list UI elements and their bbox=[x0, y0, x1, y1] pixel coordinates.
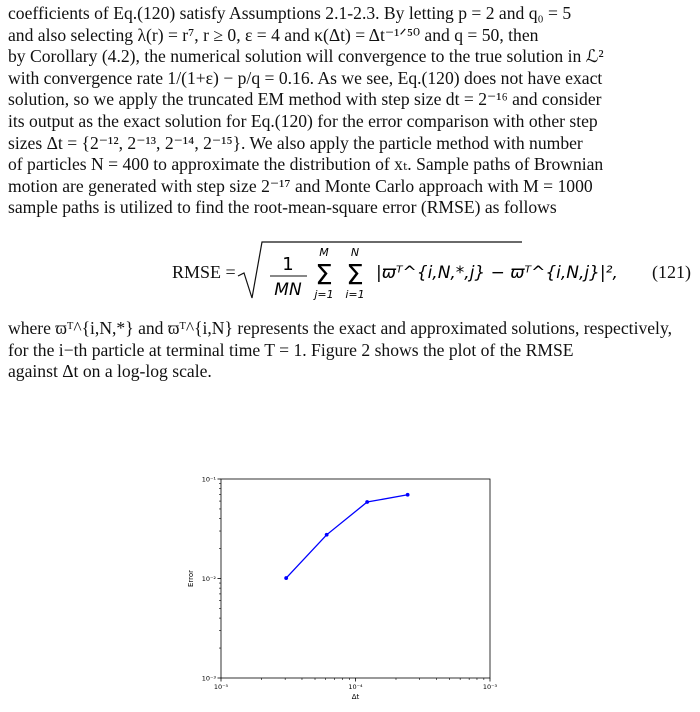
series-points bbox=[284, 493, 409, 580]
y-axis-label: Error bbox=[187, 569, 195, 588]
x-tick-label: 10⁻³ bbox=[482, 683, 498, 691]
equation-number: (121) bbox=[652, 262, 691, 282]
frac-denominator: MN bbox=[274, 280, 302, 300]
text-line: motion are generated with step size 2⁻¹⁷ and Monte Carlo approach with M = 1000 bbox=[8, 175, 593, 196]
plot-frame bbox=[221, 479, 490, 678]
equation-121 bbox=[0, 240, 700, 300]
x-tick-label: 10⁻⁴ bbox=[348, 683, 363, 691]
equation-term: |ϖᵀ^{i,N,*,j} − ϖᵀ^{i,N,j}|², bbox=[376, 263, 618, 283]
paragraph-1 bbox=[8, 3, 692, 219]
sum-inner-bottom: i=1 bbox=[345, 288, 365, 300]
text-line: for the i−th particle at terminal time T = 1. Figure 2 shows the plot of the RMSE bbox=[8, 339, 574, 360]
text-line: of particles N = 400 to approximate the distribution of xₜ. Sample paths of Brownian bbox=[8, 154, 604, 175]
text-line: its output as the exact solution for Eq.(120) for the error comparison with other step bbox=[8, 110, 598, 131]
sum-inner-symbol: Σ bbox=[346, 258, 364, 291]
text-line: solution, so we apply the truncated EM method with step size dt = 2⁻¹⁶ and consider bbox=[8, 89, 602, 110]
text-line: by Corollary (4.2), the numerical solution will convergence to the true solution in ℒ² bbox=[8, 46, 604, 67]
equation-lhs: RMSE = bbox=[172, 262, 236, 282]
data-point bbox=[284, 576, 288, 580]
chart-svg bbox=[170, 468, 510, 708]
sum-outer-top: M bbox=[319, 246, 329, 259]
y-tick-label: 10⁻¹ bbox=[201, 475, 216, 484]
equation-body bbox=[0, 240, 700, 300]
sum-outer-bottom: j=1 bbox=[314, 288, 334, 300]
text-line: where ϖᵀ^{i,N,*} and ϖᵀ^{i,N} represents the exact and approximated solutions, respectively, bbox=[8, 318, 673, 338]
data-point bbox=[325, 533, 329, 537]
text-line: against Δt on a log-log scale. bbox=[8, 361, 212, 382]
y-tick-label: 10⁻³ bbox=[201, 674, 216, 683]
error-chart bbox=[170, 468, 510, 708]
series-line bbox=[286, 495, 407, 578]
axis-ticks bbox=[202, 476, 498, 692]
text-line: with convergence rate 1/(1+ε) − p/q = 0.16. As we see, Eq.(120) does not have exact bbox=[8, 67, 603, 88]
text-line: coefficients of Eq.(120) satisfy Assumptions 2.1-2.3. By letting p = 2 and q₀ = 5 bbox=[8, 3, 572, 23]
paragraph-2 bbox=[8, 318, 692, 383]
y-tick-label: 10⁻² bbox=[201, 575, 216, 583]
x-axis-label: Δt bbox=[351, 693, 360, 701]
text-line: sample paths is utilized to find the root-mean-square error (RMSE) as follows bbox=[8, 197, 557, 218]
data-point bbox=[406, 493, 410, 497]
x-tick-label: 10⁻⁵ bbox=[213, 683, 229, 691]
sum-inner-top: N bbox=[350, 246, 360, 259]
sum-outer-symbol: Σ bbox=[315, 258, 333, 291]
frac-numerator: 1 bbox=[282, 254, 294, 275]
text-line: sizes Δt = {2⁻¹², 2⁻¹³, 2⁻¹⁴, 2⁻¹⁵}. We also apply the particle method with number bbox=[8, 132, 583, 153]
text-line: and also selecting λ(r) = r⁷, r ≥ 0, ε = 4 and κ(Δt) = Δt⁻¹ᐟ⁵⁰ and q = 50, then bbox=[8, 24, 539, 45]
data-point bbox=[365, 500, 369, 504]
